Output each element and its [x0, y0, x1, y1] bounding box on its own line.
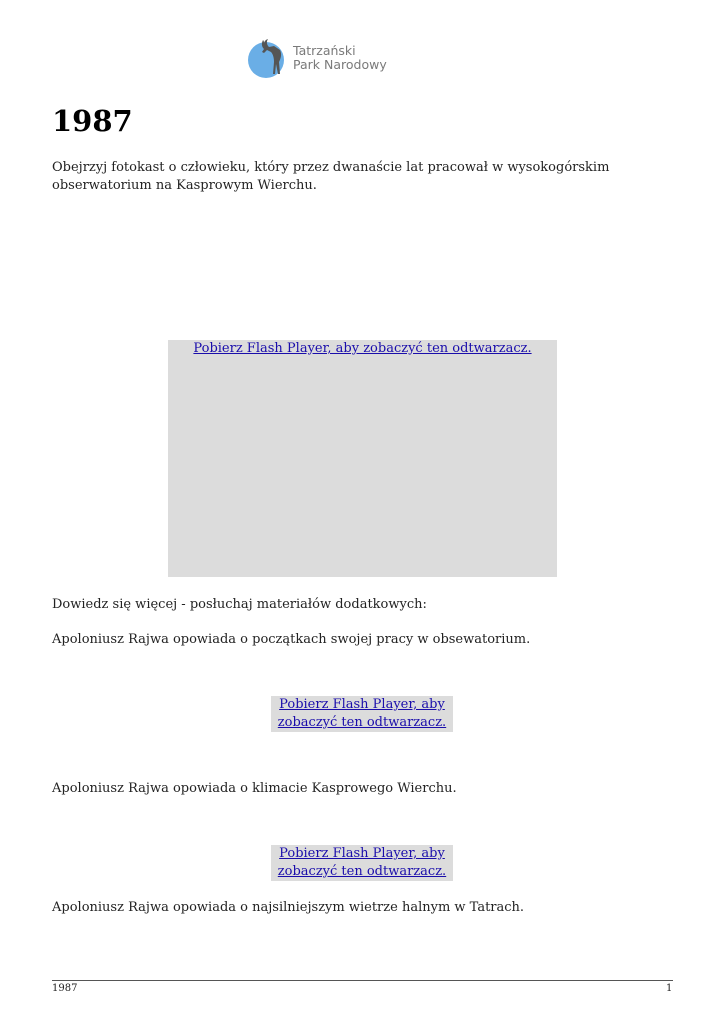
audio-2-description: Apoloniusz Rajwa opowiada o klimacie Kasprowego Wierchu. [52, 781, 457, 796]
audio-3-description: Apoloniusz Rajwa opowiada o najsilniejszym wietrze halnym w Tatrach. [52, 900, 525, 915]
flash-player-link[interactable]: Pobierz Flash Player, aby zobaczyć ten odtwarzacz. [277, 697, 447, 730]
flash-player-audio-2 [271, 845, 453, 881]
logo-line-2: Park Narodowy [293, 57, 387, 72]
footer-page-number: 1 [666, 983, 673, 994]
logo [247, 36, 387, 80]
footer-title: 1987 [52, 983, 78, 994]
flash-player-main [168, 340, 557, 577]
intro-paragraph: Obejrzyj fotokast o człowieku, który przez dwanaście lat pracował w wysokogórskim obserwatorium na Kasprowym Wierchu. [52, 160, 610, 193]
footer-divider [52, 980, 673, 981]
chamois-icon [247, 36, 289, 80]
flash-player-audio-1 [271, 696, 453, 732]
more-paragraph: Dowiedz się więcej - posłuchaj materiałów dodatkowych: [52, 597, 427, 612]
logo-line-1: Tatrzański [293, 43, 356, 58]
flash-player-link[interactable]: Pobierz Flash Player, aby zobaczyć ten odtwarzacz. [193, 341, 532, 356]
flash-player-link[interactable]: Pobierz Flash Player, aby zobaczyć ten odtwarzacz. [277, 846, 447, 879]
audio-1-description: Apoloniusz Rajwa opowiada o początkach swojej pracy w obsewatorium. [52, 632, 531, 647]
page-title: 1987 [52, 104, 133, 138]
